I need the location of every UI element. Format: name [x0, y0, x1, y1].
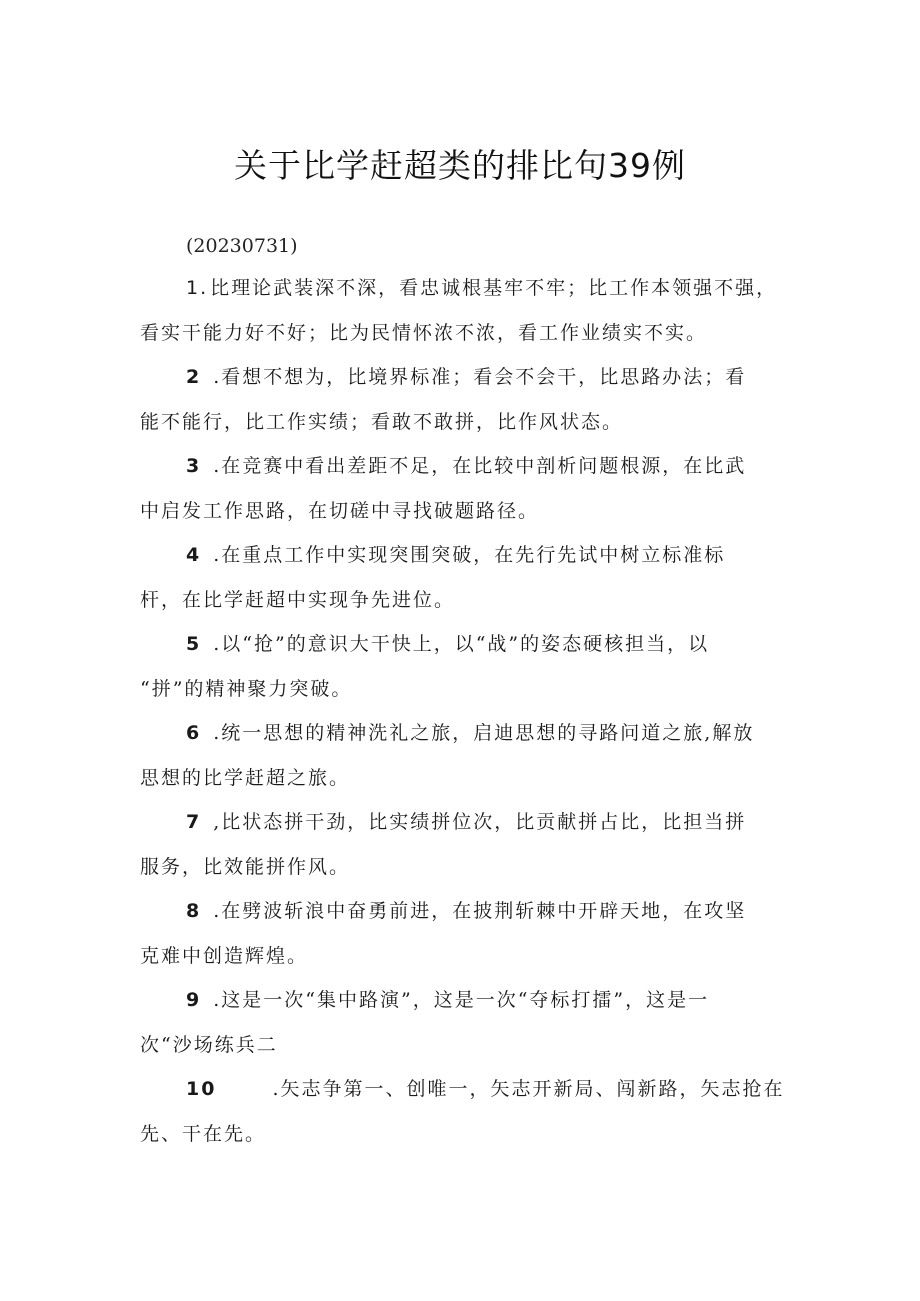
list-item-2: [140, 355, 800, 445]
list-item-3: [140, 444, 800, 534]
item-text-line-1: 比理论武装深不深，看忠诚根基牢不牢；比工作本领强不强，: [210, 277, 778, 299]
item-text-line-1: .以“抢”的意识大干快上，以“战”的姿态硬核担当，以: [213, 633, 710, 655]
item-text-line-1: ,比状态拼干劲，比实绩拼位次，比贡献拼占比，比担当拼: [213, 811, 747, 833]
item-text-line-2: 中启发工作思路，在切磋中寻找破题路径。: [140, 500, 540, 522]
item-number: 1.: [186, 277, 209, 299]
list-item-9: [140, 978, 800, 1068]
item-text-line-1: .这是一次“集中路演”，这是一次“夺标打擂”，这是一: [213, 989, 710, 1011]
list-item-6: [140, 711, 800, 801]
list-item-5: [140, 622, 800, 712]
document-date: (20230731): [186, 235, 298, 257]
item-text-line-2: “拼”的精神聚力突破。: [140, 678, 353, 700]
document-title: 关于比学赶超类的排比句39例: [234, 146, 686, 185]
list-item-1: [140, 266, 800, 356]
item-text-line-2: 服务，比效能拼作风。: [140, 856, 351, 878]
item-number: 10: [186, 1078, 217, 1100]
list-item-8: [140, 889, 800, 979]
item-text-line-1: .统一思想的精神洗礼之旅，启迪思想的寻路问道之旅,解放: [213, 722, 755, 744]
item-number: 7: [186, 811, 202, 833]
list-item-7: [140, 800, 800, 890]
item-text-line-1: .在竞赛中看出差距不足，在比较中剖析问题根源，在比武: [213, 455, 747, 477]
item-text-line-2: 克难中创造辉煌。: [140, 945, 309, 967]
item-number: 9: [186, 989, 202, 1011]
item-number: 3: [186, 455, 202, 477]
item-text-line-1: .在重点工作中实现突围突破，在先行先试中树立标准标: [213, 544, 726, 566]
item-text-line-1: .在劈波斩浪中奋勇前进，在披荆斩棘中开辟天地，在攻坚: [213, 900, 747, 922]
item-text-line-2: 先、干在先。: [140, 1123, 267, 1145]
item-number: 5: [186, 633, 202, 655]
list-item-4: [140, 533, 800, 623]
list-item-10: [140, 1067, 800, 1157]
item-number: 2: [186, 366, 202, 388]
item-number: 4: [186, 544, 202, 566]
item-text-line-2: 看实干能力好不好；比为民情怀浓不浓，看工作业绩实不实。: [140, 322, 708, 344]
item-text-line-2: 能不能行，比工作实绩；看敢不敢拼，比作风状态。: [140, 411, 624, 433]
item-number: 8: [186, 900, 202, 922]
item-text-line-2: 思想的比学赶超之旅。: [140, 767, 351, 789]
item-text-line-2: 次“沙场练兵二: [140, 1034, 278, 1056]
item-text-line-1: .矢志争第一、创唯一，矢志开新局、闯新路，矢志抢在: [272, 1078, 785, 1100]
item-text-line-2: 杆，在比学赶超中实现争先进位。: [140, 589, 456, 611]
item-text-line-1: .看想不想为，比境界标准；看会不会干，比思路办法；看: [213, 366, 747, 388]
item-number: 6: [186, 722, 202, 744]
